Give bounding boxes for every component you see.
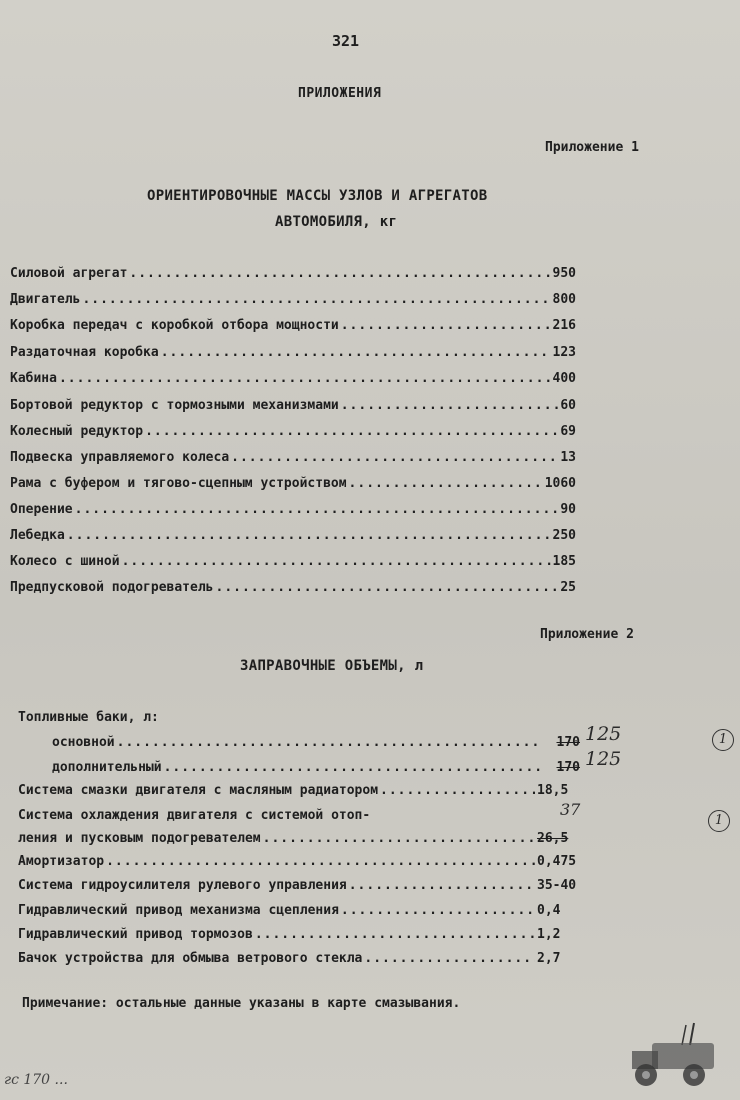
row-name: Бачок устройства для обмыва ветрового стекла [18,951,363,966]
row-value: 18,5 [537,783,569,798]
row-name: основной [52,735,115,750]
table-row [18,831,593,846]
appendix1-label: Приложение 1 [545,140,639,155]
cooling-line1: Система охлаждения двигателя с системой отоп- [18,808,371,823]
row-value: 1,2 [537,927,561,942]
row-value: 170 [556,760,580,775]
row-value: 0,475 [537,854,577,869]
footnote: Примечание: остальные данные указаны в карте смазывания. [22,996,461,1011]
row-value: 26,5 [537,831,569,846]
row-value: 60 [560,398,576,413]
row-name: Колесный редуктор [10,424,144,439]
section-title: ПРИЛОЖЕНИЯ [298,86,382,101]
row-name: ления и пусковым подогревателем [18,831,261,846]
margin-mark: 1 [712,729,734,751]
row-value: 90 [560,502,576,517]
appendix2-title: ЗАПРАВОЧНЫЕ ОБЪЕМЫ, л [240,658,424,674]
row-value: 250 [552,528,576,543]
truck-stamp-icon [612,1015,732,1095]
table-row [52,735,580,750]
row-name: Раздаточная коробка [10,345,159,360]
table-row [10,292,576,307]
table-row [10,528,576,543]
row-name: Рама с буфером и тягово-сцепным устройством [10,476,347,491]
row-value: 2,7 [537,951,561,966]
row-name: Лебедка [10,528,65,543]
row-name: Гидравлический привод тормозов [18,927,253,942]
row-value: 25 [560,580,576,595]
row-name: Бортовой редуктор с тормозными механизмами [10,398,339,413]
row-value: 185 [552,554,576,569]
handwritten-correction: 125 [585,723,622,745]
row-value: 123 [552,345,576,360]
row-value: 0,4 [537,903,561,918]
row-value: 950 [552,266,576,281]
table-row [10,476,576,491]
row-name: Подвеска управляемого колеса [10,450,230,465]
handwritten-correction: 37 [560,800,581,819]
table-row [10,580,576,595]
row-name: Предпусковой подогреватель [10,580,214,595]
row-value: 35-40 [537,878,577,893]
table-row [18,878,593,893]
row-name: Двигатель [10,292,81,307]
row-name: Кабина [10,371,57,386]
row-name: Колесо с шиной [10,554,120,569]
table-row [18,927,593,942]
table-row [10,345,576,360]
row-value: 13 [560,450,576,465]
row-name: Коробка передач с коробкой отбора мощности [10,318,339,333]
fuel-tanks-header: Топливные баки, л: [18,710,159,725]
row-value: 69 [560,424,576,439]
table-row [10,502,576,517]
appendix1-title-line1: ОРИЕНТИРОВОЧНЫЕ МАССЫ УЗЛОВ И АГРЕГАТОВ [147,188,488,204]
table-row [18,854,593,869]
row-name: Амортизатор [18,854,105,869]
table-row [10,266,576,281]
row-value: 216 [552,318,576,333]
table-row [18,903,593,918]
row-value: 400 [552,371,576,386]
row-name: Система смазки двигателя с масляным радиатором [18,783,379,798]
margin-mark: 1 [708,810,730,832]
table-row [18,783,593,798]
table-row [10,318,576,333]
row-name: Силовой агрегат [10,266,128,281]
table-row [18,951,593,966]
table-row [10,424,576,439]
table-row [52,760,580,775]
row-value: 800 [552,292,576,307]
table-row [10,371,576,386]
page-number: 321 [332,32,360,50]
appendix2-label: Приложение 2 [540,627,634,642]
table-row [10,398,576,413]
appendix1-title-line2: АВТОМОБИЛЯ, кг [275,214,398,230]
handwritten-correction: 125 [585,748,622,770]
table-row [10,554,576,569]
row-name: дополнительный [52,760,162,775]
row-name: Система гидроусилителя рулевого управления [18,878,347,893]
row-value: 1060 [544,476,576,491]
corner-scribble: гс 170 ... [4,1072,68,1088]
row-name: Оперение [10,502,73,517]
row-name: Гидравлический привод механизма сцепления [18,903,339,918]
table-row [10,450,576,465]
row-value: 170 [556,735,580,750]
